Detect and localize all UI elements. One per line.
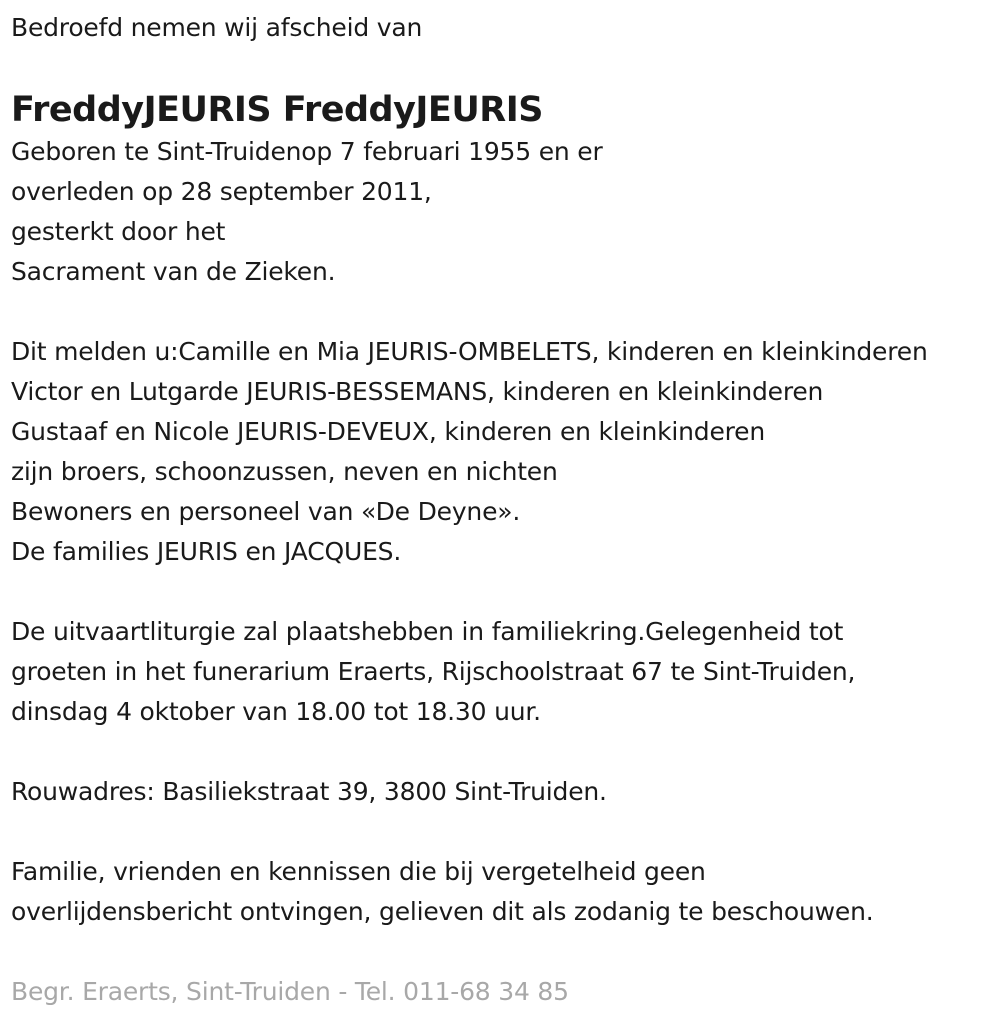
announcers-block <box>11 332 1000 572</box>
birth-death-line: Sacrament van de Zieken. <box>11 257 336 286</box>
birth-death-line: Geboren te Sint-Truidenop 7 februari 1955 en er <box>11 137 603 166</box>
intro-text: Bedroefd nemen wij afscheid van <box>11 13 423 42</box>
birth-death-line: overleden op 28 september 2011, <box>11 177 432 206</box>
announcer-line: zijn broers, schoonzussen, neven en nichten <box>11 457 558 486</box>
spacer <box>11 812 1000 852</box>
announcer-line: Victor en Lutgarde JEURIS-BESSEMANS, kinderen en kleinkinderen <box>11 377 824 406</box>
liturgy-block <box>11 612 1000 732</box>
liturgy-line: dinsdag 4 oktober van 18.00 tot 18.30 uur. <box>11 697 541 726</box>
liturgy-line: groeten in het funerarium Eraerts, Rijschoolstraat 67 te Sint-Truiden, <box>11 657 856 686</box>
deceased-name: FreddyJEURIS FreddyJEURIS <box>11 90 543 130</box>
liturgy-line: De uitvaartliturgie zal plaatshebben in familiekring.Gelegenheid tot <box>11 617 844 646</box>
notice-line: overlijdensbericht ontvingen, gelieven dit als zodanig te beschouwen. <box>11 897 874 926</box>
announcer-line: Dit melden u:Camille en Mia JEURIS-OMBELETS, kinderen en kleinkinderen <box>11 337 928 366</box>
spacer <box>11 932 1000 972</box>
birth-death-line: gesterkt door het <box>11 217 226 246</box>
spacer <box>11 292 1000 332</box>
spacer <box>11 732 1000 772</box>
announcer-line: Bewoners en personeel van «De Deyne». <box>11 497 521 526</box>
announcer-line: De families JEURIS en JACQUES. <box>11 537 402 566</box>
notice-line: Familie, vrienden en kennissen die bij vergetelheid geen <box>11 857 706 886</box>
notice-block <box>11 852 1000 932</box>
announcer-line: Gustaaf en Nicole JEURIS-DEVEUX, kinderen en kleinkinderen <box>11 417 765 446</box>
mourning-address: Rouwadres: Basiliekstraat 39, 3800 Sint-Truiden. <box>11 777 607 806</box>
spacer <box>11 572 1000 612</box>
birth-death-block <box>11 132 1000 292</box>
funeral-home-footer: Begr. Eraerts, Sint-Truiden - Tel. 011-68 34 85 <box>11 977 569 1006</box>
